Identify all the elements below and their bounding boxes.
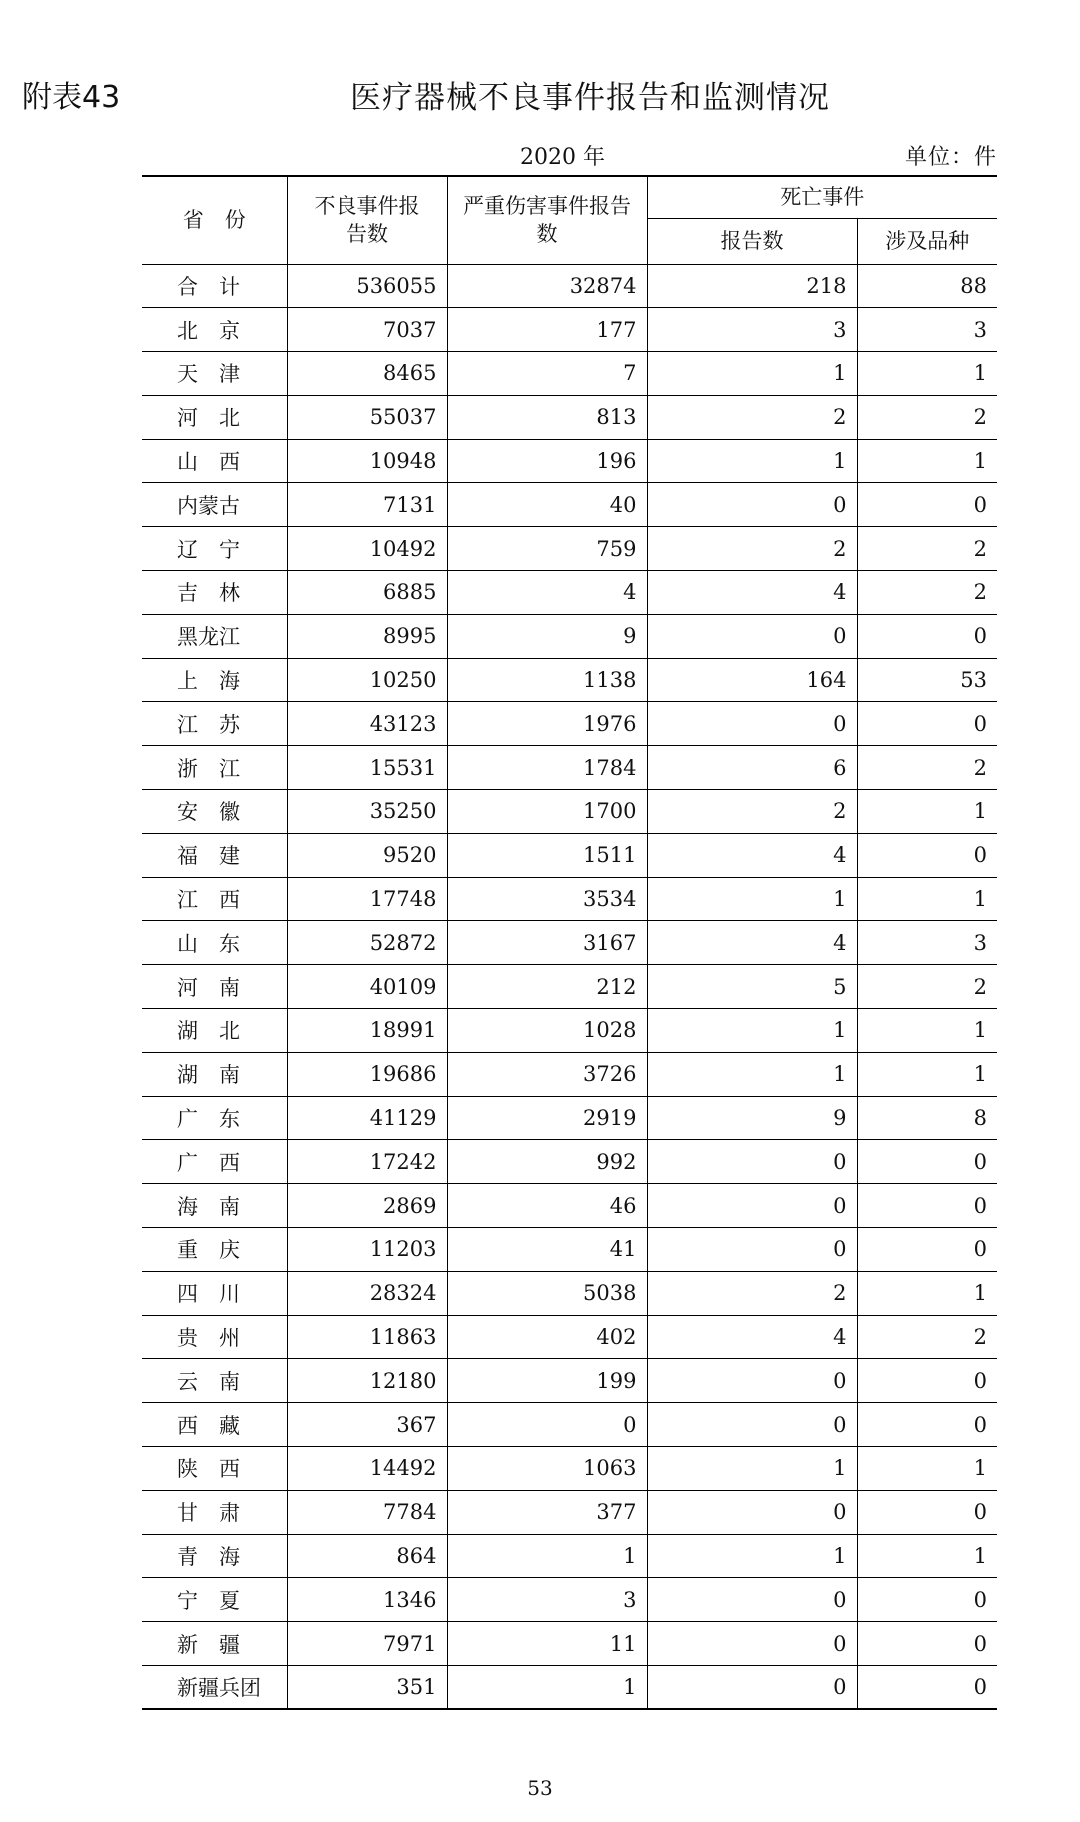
death-varieties-cell: 0 [857, 1666, 997, 1710]
serious-reports-cell: 3167 [447, 921, 647, 965]
province-cell: 安 徽 [142, 790, 287, 834]
death-varieties-cell: 0 [857, 1403, 997, 1447]
death-reports-cell: 2 [647, 527, 857, 571]
header-death-varieties: 涉及品种 [857, 218, 997, 264]
table-row [142, 1140, 997, 1184]
table-row [142, 1052, 997, 1096]
province-cell: 西 藏 [142, 1403, 287, 1447]
adverse-reports-cell: 367 [287, 1403, 447, 1447]
table-row [142, 877, 997, 921]
death-reports-cell: 2 [647, 395, 857, 439]
page-title: 医疗器械不良事件报告和监测情况 [350, 80, 830, 116]
death-reports-cell: 0 [647, 1622, 857, 1666]
adverse-reports-cell: 17242 [287, 1140, 447, 1184]
death-varieties-cell: 1 [857, 1534, 997, 1578]
adverse-reports-cell: 8995 [287, 614, 447, 658]
serious-reports-cell: 7 [447, 352, 647, 396]
death-reports-cell: 0 [647, 1578, 857, 1622]
province-cell: 辽 宁 [142, 527, 287, 571]
table-row [142, 571, 997, 615]
adverse-reports-cell: 40109 [287, 965, 447, 1009]
death-varieties-cell: 2 [857, 1315, 997, 1359]
adverse-reports-cell: 6885 [287, 571, 447, 615]
death-reports-cell: 0 [647, 1228, 857, 1272]
adverse-reports-cell: 55037 [287, 395, 447, 439]
death-reports-cell: 2 [647, 1271, 857, 1315]
province-cell: 福 建 [142, 833, 287, 877]
table-row [142, 1447, 997, 1491]
province-cell: 内蒙古 [142, 483, 287, 527]
death-reports-cell: 1 [647, 439, 857, 483]
province-cell: 甘 肃 [142, 1490, 287, 1534]
serious-reports-cell: 813 [447, 395, 647, 439]
table-row [142, 1534, 997, 1578]
table-row [142, 439, 997, 483]
death-varieties-cell: 1 [857, 439, 997, 483]
death-varieties-cell: 1 [857, 1271, 997, 1315]
province-cell: 重 庆 [142, 1228, 287, 1272]
province-cell: 黑龙江 [142, 614, 287, 658]
serious-reports-cell: 177 [447, 308, 647, 352]
death-varieties-cell: 0 [857, 1184, 997, 1228]
serious-reports-cell: 1511 [447, 833, 647, 877]
table-body [142, 264, 997, 1709]
death-varieties-cell: 0 [857, 702, 997, 746]
table-row [142, 1228, 997, 1272]
death-reports-cell: 0 [647, 1184, 857, 1228]
death-varieties-cell: 0 [857, 1359, 997, 1403]
adverse-reports-cell: 41129 [287, 1096, 447, 1140]
adverse-reports-cell: 28324 [287, 1271, 447, 1315]
serious-reports-cell: 1063 [447, 1447, 647, 1491]
adverse-reports-cell: 351 [287, 1666, 447, 1710]
province-cell: 青 海 [142, 1534, 287, 1578]
serious-reports-cell: 4 [447, 571, 647, 615]
province-cell: 河 南 [142, 965, 287, 1009]
death-varieties-cell: 0 [857, 1140, 997, 1184]
death-reports-cell: 0 [647, 1140, 857, 1184]
serious-reports-cell: 11 [447, 1622, 647, 1666]
serious-reports-cell: 3726 [447, 1052, 647, 1096]
unit-label: 单位：件 [904, 145, 997, 170]
adverse-reports-cell: 8465 [287, 352, 447, 396]
page-number: 53 [527, 1776, 553, 1800]
province-cell: 新疆兵团 [142, 1666, 287, 1710]
serious-reports-cell: 41 [447, 1228, 647, 1272]
table-row [142, 308, 997, 352]
table-row [142, 746, 997, 790]
adverse-reports-cell: 15531 [287, 746, 447, 790]
adverse-reports-cell: 7971 [287, 1622, 447, 1666]
appendix-label: 附表43 [22, 80, 121, 115]
header-adverse-reports-text: 不良事件报告数 [314, 193, 420, 247]
header-adverse-reports [287, 176, 447, 264]
serious-reports-cell: 1138 [447, 658, 647, 702]
death-varieties-cell: 1 [857, 877, 997, 921]
table-row [142, 1403, 997, 1447]
year-label: 2020 年 [520, 145, 605, 170]
adverse-reports-cell: 18991 [287, 1009, 447, 1053]
adverse-reports-cell: 7784 [287, 1490, 447, 1534]
table-row [142, 965, 997, 1009]
death-varieties-cell: 8 [857, 1096, 997, 1140]
province-cell: 湖 南 [142, 1052, 287, 1096]
death-varieties-cell: 0 [857, 1228, 997, 1272]
adverse-reports-cell: 11203 [287, 1228, 447, 1272]
adverse-reports-cell: 35250 [287, 790, 447, 834]
death-varieties-cell: 2 [857, 746, 997, 790]
province-cell: 宁 夏 [142, 1578, 287, 1622]
province-cell: 云 南 [142, 1359, 287, 1403]
death-varieties-cell: 0 [857, 1578, 997, 1622]
table-row [142, 702, 997, 746]
death-reports-cell: 1 [647, 1052, 857, 1096]
table-row [142, 527, 997, 571]
death-reports-cell: 164 [647, 658, 857, 702]
province-cell: 河 北 [142, 395, 287, 439]
serious-reports-cell: 3 [447, 1578, 647, 1622]
death-reports-cell: 4 [647, 571, 857, 615]
adverse-reports-cell: 10492 [287, 527, 447, 571]
serious-reports-cell: 1976 [447, 702, 647, 746]
adverse-reports-cell: 10948 [287, 439, 447, 483]
death-varieties-cell: 0 [857, 614, 997, 658]
serious-reports-cell: 40 [447, 483, 647, 527]
serious-reports-cell: 9 [447, 614, 647, 658]
table-row [142, 1315, 997, 1359]
serious-reports-cell: 1784 [447, 746, 647, 790]
province-cell: 新 疆 [142, 1622, 287, 1666]
header-death-reports: 报告数 [647, 218, 857, 264]
province-cell: 湖 北 [142, 1009, 287, 1053]
adverse-reports-cell: 9520 [287, 833, 447, 877]
death-reports-cell: 1 [647, 1009, 857, 1053]
serious-reports-cell: 32874 [447, 264, 647, 308]
serious-reports-cell: 3534 [447, 877, 647, 921]
header-serious-reports-text: 严重伤害事件报告数 [463, 193, 631, 247]
death-varieties-cell: 0 [857, 1622, 997, 1666]
death-varieties-cell: 1 [857, 352, 997, 396]
death-reports-cell: 0 [647, 1666, 857, 1710]
death-reports-cell: 6 [647, 746, 857, 790]
table-row [142, 921, 997, 965]
header-serious-reports [447, 176, 647, 264]
death-reports-cell: 0 [647, 483, 857, 527]
death-reports-cell: 2 [647, 790, 857, 834]
adverse-reports-cell: 43123 [287, 702, 447, 746]
death-varieties-cell: 2 [857, 527, 997, 571]
death-varieties-cell: 1 [857, 790, 997, 834]
adverse-reports-cell: 10250 [287, 658, 447, 702]
table-row [142, 483, 997, 527]
death-reports-cell: 0 [647, 1490, 857, 1534]
death-reports-cell: 0 [647, 702, 857, 746]
table-row [142, 1184, 997, 1228]
table-row [142, 1578, 997, 1622]
death-varieties-cell: 1 [857, 1052, 997, 1096]
serious-reports-cell: 5038 [447, 1271, 647, 1315]
table-row [142, 1359, 997, 1403]
serious-reports-cell: 1700 [447, 790, 647, 834]
table-row [142, 1666, 997, 1710]
table-row [142, 790, 997, 834]
death-reports-cell: 5 [647, 965, 857, 1009]
serious-reports-cell: 199 [447, 1359, 647, 1403]
adverse-reports-cell: 11863 [287, 1315, 447, 1359]
adverse-reports-cell: 7037 [287, 308, 447, 352]
death-reports-cell: 0 [647, 614, 857, 658]
header-death-group: 死亡事件 [647, 176, 997, 218]
statistics-table [142, 175, 997, 1710]
table-row [142, 395, 997, 439]
serious-reports-cell: 196 [447, 439, 647, 483]
province-cell: 江 苏 [142, 702, 287, 746]
death-reports-cell: 3 [647, 308, 857, 352]
adverse-reports-cell: 12180 [287, 1359, 447, 1403]
serious-reports-cell: 759 [447, 527, 647, 571]
table-row [142, 1009, 997, 1053]
adverse-reports-cell: 17748 [287, 877, 447, 921]
death-reports-cell: 1 [647, 1447, 857, 1491]
serious-reports-cell: 992 [447, 1140, 647, 1184]
death-reports-cell: 4 [647, 921, 857, 965]
table-row [142, 1271, 997, 1315]
death-varieties-cell: 0 [857, 483, 997, 527]
province-cell: 合 计 [142, 264, 287, 308]
province-cell: 贵 州 [142, 1315, 287, 1359]
serious-reports-cell: 0 [447, 1403, 647, 1447]
province-cell: 海 南 [142, 1184, 287, 1228]
death-varieties-cell: 53 [857, 658, 997, 702]
serious-reports-cell: 402 [447, 1315, 647, 1359]
table-row [142, 614, 997, 658]
adverse-reports-cell: 2869 [287, 1184, 447, 1228]
death-varieties-cell: 88 [857, 264, 997, 308]
adverse-reports-cell: 19686 [287, 1052, 447, 1096]
adverse-reports-cell: 1346 [287, 1578, 447, 1622]
serious-reports-cell: 377 [447, 1490, 647, 1534]
death-varieties-cell: 2 [857, 965, 997, 1009]
table-row [142, 1622, 997, 1666]
serious-reports-cell: 1 [447, 1534, 647, 1578]
death-reports-cell: 4 [647, 833, 857, 877]
adverse-reports-cell: 14492 [287, 1447, 447, 1491]
death-varieties-cell: 2 [857, 571, 997, 615]
adverse-reports-cell: 7131 [287, 483, 447, 527]
adverse-reports-cell: 536055 [287, 264, 447, 308]
province-cell: 山 东 [142, 921, 287, 965]
death-reports-cell: 4 [647, 1315, 857, 1359]
province-cell: 广 东 [142, 1096, 287, 1140]
province-cell: 广 西 [142, 1140, 287, 1184]
serious-reports-cell: 1 [447, 1666, 647, 1710]
death-varieties-cell: 3 [857, 921, 997, 965]
province-cell: 山 西 [142, 439, 287, 483]
province-cell: 浙 江 [142, 746, 287, 790]
death-varieties-cell: 0 [857, 833, 997, 877]
death-varieties-cell: 1 [857, 1009, 997, 1053]
serious-reports-cell: 46 [447, 1184, 647, 1228]
province-cell: 北 京 [142, 308, 287, 352]
serious-reports-cell: 1028 [447, 1009, 647, 1053]
death-reports-cell: 1 [647, 352, 857, 396]
serious-reports-cell: 212 [447, 965, 647, 1009]
province-cell: 吉 林 [142, 571, 287, 615]
province-cell: 四 川 [142, 1271, 287, 1315]
adverse-reports-cell: 52872 [287, 921, 447, 965]
death-reports-cell: 218 [647, 264, 857, 308]
province-cell: 天 津 [142, 352, 287, 396]
table-row [142, 658, 997, 702]
death-varieties-cell: 2 [857, 395, 997, 439]
table-row [142, 1490, 997, 1534]
death-reports-cell: 1 [647, 877, 857, 921]
province-cell: 上 海 [142, 658, 287, 702]
death-varieties-cell: 3 [857, 308, 997, 352]
death-reports-cell: 0 [647, 1403, 857, 1447]
table-row [142, 264, 997, 308]
table-row [142, 833, 997, 877]
table-row [142, 352, 997, 396]
table-row [142, 1096, 997, 1140]
death-reports-cell: 0 [647, 1359, 857, 1403]
death-reports-cell: 1 [647, 1534, 857, 1578]
death-varieties-cell: 1 [857, 1447, 997, 1491]
adverse-reports-cell: 864 [287, 1534, 447, 1578]
death-reports-cell: 9 [647, 1096, 857, 1140]
header-province: 省 份 [142, 176, 287, 264]
death-varieties-cell: 0 [857, 1490, 997, 1534]
serious-reports-cell: 2919 [447, 1096, 647, 1140]
province-cell: 陕 西 [142, 1447, 287, 1491]
province-cell: 江 西 [142, 877, 287, 921]
